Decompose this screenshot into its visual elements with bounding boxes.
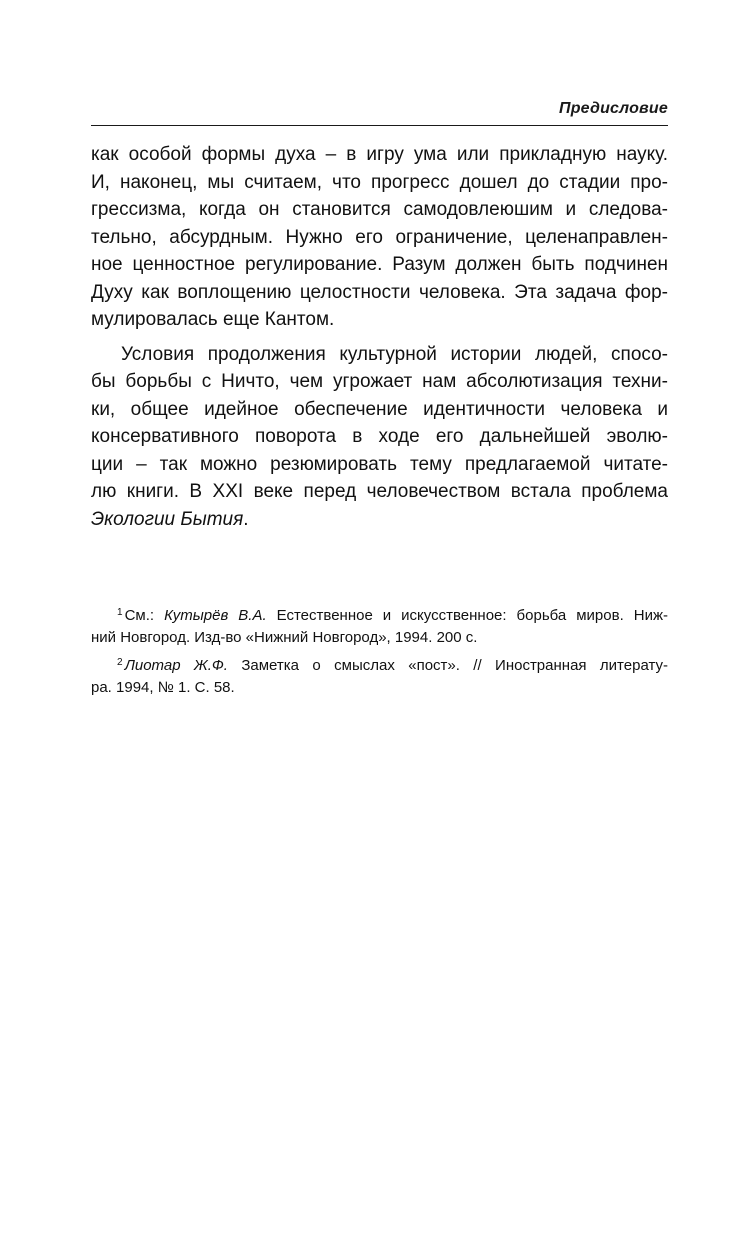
footnote-2 — [91, 650, 668, 700]
text-tail: . — [243, 508, 249, 530]
footnote-text: Заметка о смыслах «пост». // Иностранная литерату- — [227, 657, 668, 674]
text-line: консервативного поворота в ходе его дальнейшей эволю- — [91, 426, 668, 447]
header-divider — [91, 125, 668, 126]
text-line: мулировалась еще Кантом. — [91, 309, 335, 330]
paragraph-2 — [91, 341, 668, 534]
text-line: лю книги. В XXI веке перед человечеством встала проблема — [91, 481, 668, 502]
paragraph-1 — [91, 141, 668, 334]
text-line: как особой формы духа – в игру ума или прикладную науку. — [91, 144, 668, 165]
footnotes — [91, 600, 668, 700]
text-line: ное ценностное регулирование. Разум должен быть подчинен — [91, 254, 668, 275]
footnote-author: Кутырёв В.А. — [164, 607, 267, 624]
text-line: Духу как воплощению целостности человека. Эта задача фор- — [91, 281, 668, 303]
footnote-marker: 2 — [117, 657, 123, 668]
text-line: грессизма, когда он становится самодовлеюшим и следова- — [91, 199, 668, 220]
main-text — [91, 141, 668, 533]
running-head-title: Предисловие — [559, 100, 668, 117]
footnote-line: ра. 1994, № 1. С. 58. — [91, 679, 235, 696]
footnote-1 — [91, 600, 668, 650]
footnote-text: Естественное и искусственное: борьба миров. Ниж- — [266, 607, 669, 624]
text-line: бы борьбы с Ничто, чем угрожает нам абсолютизация техни- — [91, 371, 668, 392]
footnote-line: ний Новгород. Изд-во «Нижний Новгород», 1994. 200 с. — [91, 629, 478, 646]
text-line: тельно, абсурдным. Нужно его ограничение, целенаправлен- — [91, 226, 668, 248]
italic-term: Экологии Бытия — [91, 508, 244, 530]
footnote-author: Лиотар Ж.Ф. — [124, 657, 228, 674]
text-line: И, наконец, мы считаем, что прогресс дошел до стадии про- — [91, 171, 668, 193]
text-line: ки, общее идейное обеспечение идентичности человека и — [91, 398, 668, 420]
text-line — [91, 506, 668, 534]
text-line: Условия продолжения культурной истории людей, спосо- — [121, 343, 668, 365]
footnote-marker: 1 — [117, 607, 123, 618]
footnote-line — [91, 650, 668, 675]
text-line: ции – так можно резюмировать тему предлагаемой читате- — [91, 453, 668, 475]
footnote-prefix: См.: — [124, 607, 165, 624]
footnote-line — [91, 600, 668, 625]
